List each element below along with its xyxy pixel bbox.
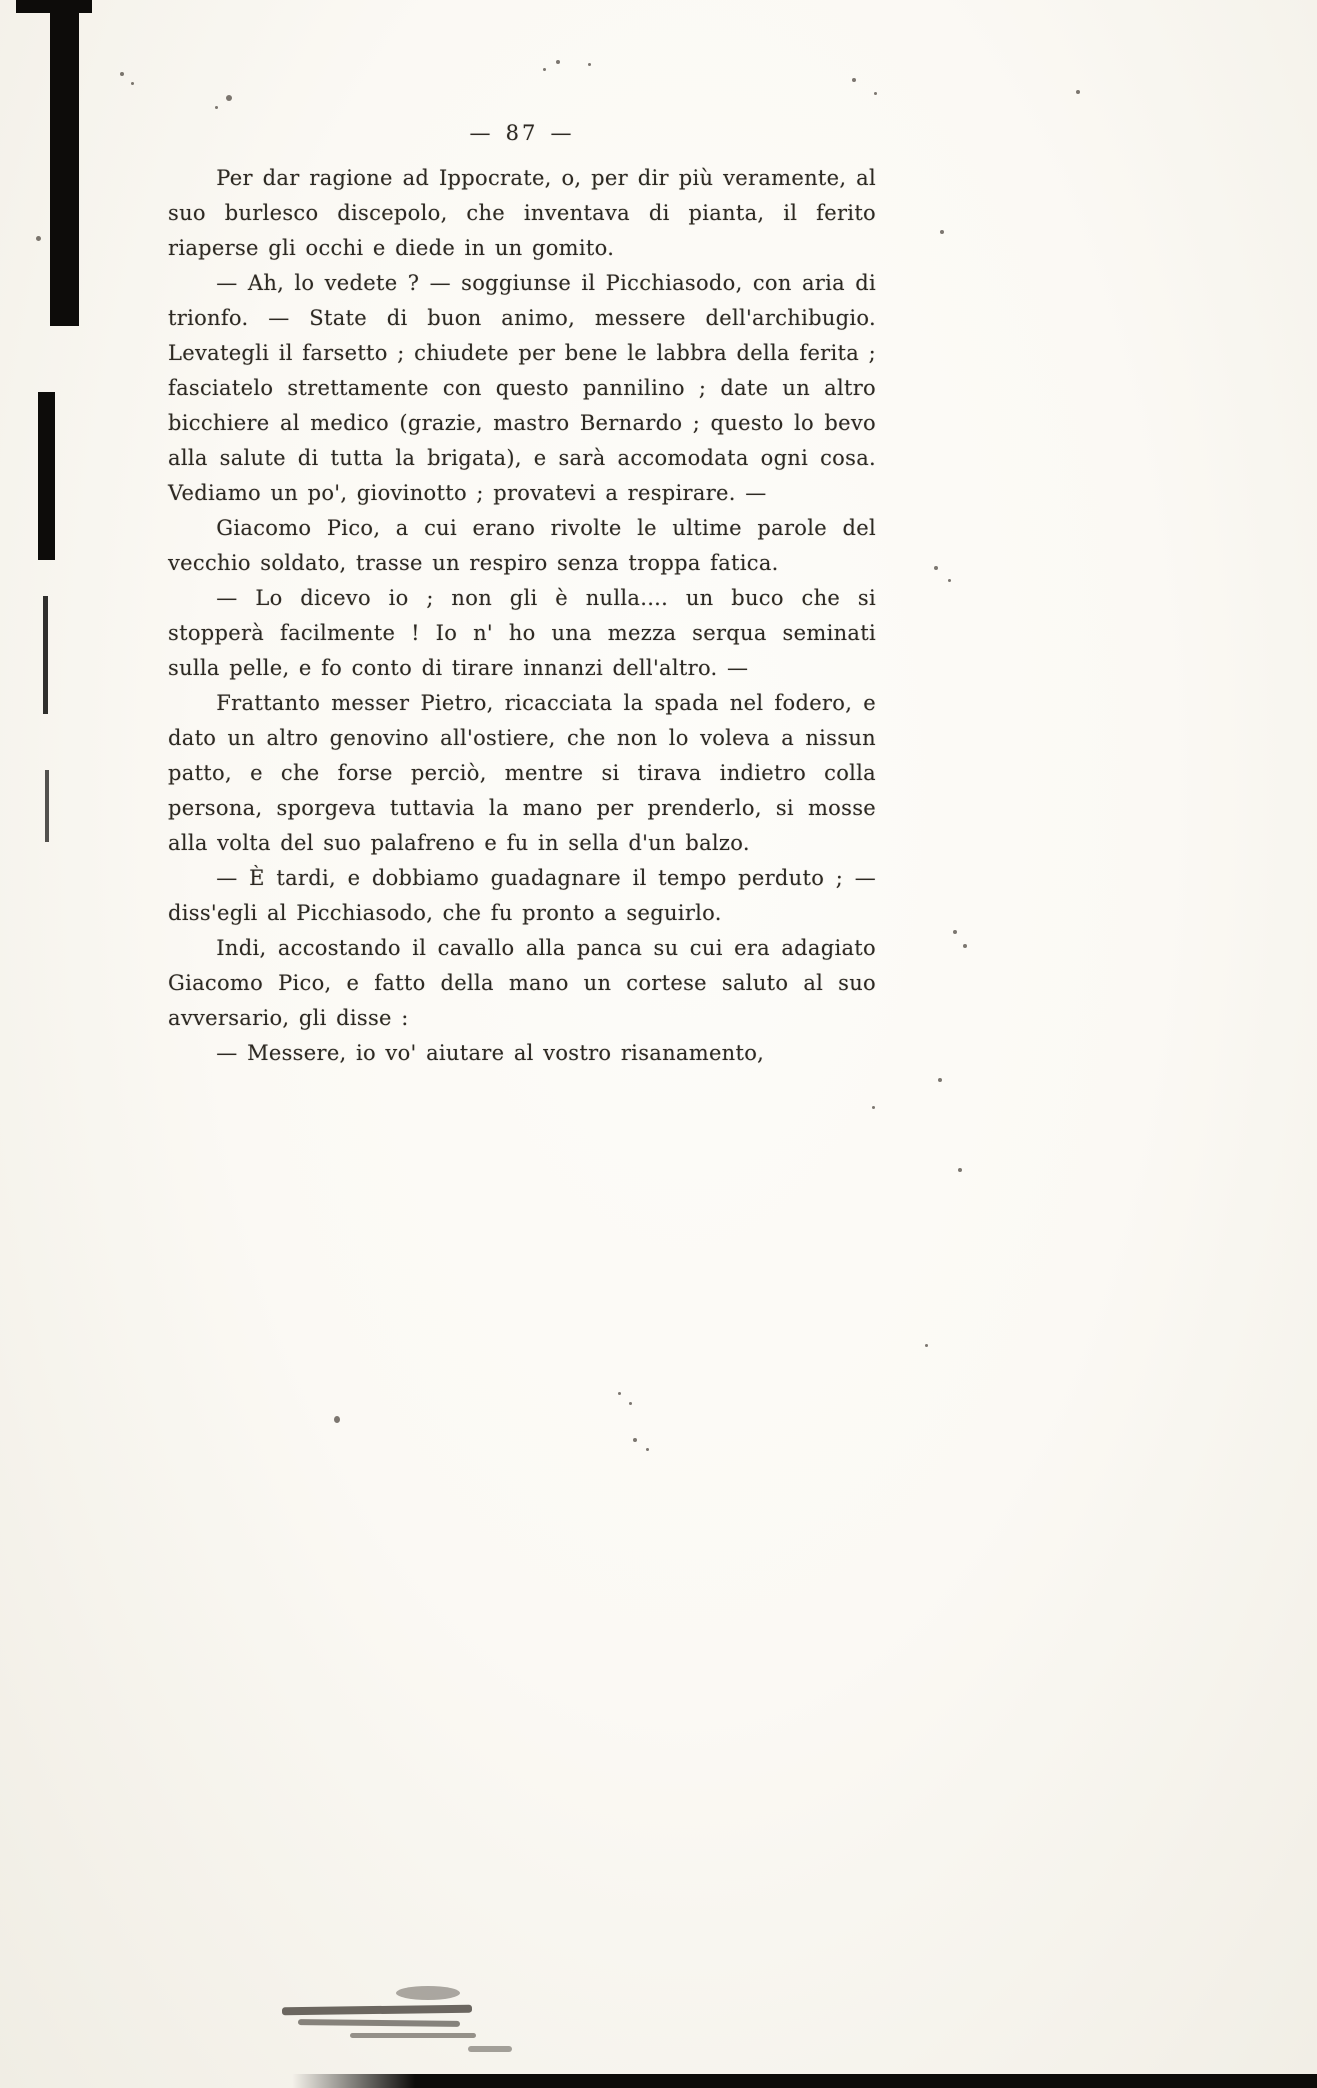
scan-speckle [334, 1416, 340, 1423]
paragraph: — Ah, lo vedete ? — soggiunse il Picchiasodo, con aria di trionfo. — State di buon animo, messere dell'archibugio. Levategli il farsetto ; chiudete per bene le labbra della ferita ; fasciatelo strettamente con questo pannilino ; date un altro bicchiere al medico (grazie, mastro Bernardo ; questo lo bevo alla salute di tutta la brigata), e sarà accomodata ogni cosa. Vediamo un po', giovinotto ; provatevi a respirare. — [168, 271, 876, 505]
scan-speckle [215, 106, 218, 109]
scan-speckle [934, 566, 938, 570]
page-number: — 87 — [469, 121, 575, 145]
scan-speckle [963, 944, 967, 948]
scan-speckle [646, 1448, 649, 1451]
paragraph: Giacomo Pico, a cui erano rivolte le ultime parole del vecchio soldato, trasse un respiro senza troppa fatica. [168, 516, 876, 575]
scan-speckle [556, 60, 560, 64]
scan-smudge-stroke [468, 2046, 512, 2052]
paragraph: Frattanto messer Pietro, ricacciata la spada nel fodero, e dato un altro genovino all'ostiere, che non lo voleva a nissun patto, e che forse perciò, mentre si tirava indietro colla persona, sporgeva tuttavia la mano per prenderlo, si mosse alla volta del suo palafreno e fu in sella d'un balzo. [168, 691, 876, 855]
scan-speckle [226, 95, 232, 101]
scan-speckle [1076, 90, 1080, 94]
scan-speckle [953, 930, 957, 934]
scan-speckle [120, 72, 124, 76]
scan-speckle [629, 1402, 632, 1405]
scan-speckle [543, 68, 546, 71]
scan-speckle [872, 1106, 875, 1109]
scan-speckle [36, 236, 41, 241]
scan-speckle [633, 1438, 637, 1442]
scan-speckle [940, 230, 944, 234]
scan-speckle [874, 92, 877, 95]
scan-artifact-binding-bar-2 [38, 392, 55, 560]
scan-speckle [958, 1168, 962, 1172]
page-text-block [168, 116, 876, 1071]
scan-artifact-bottom-band [292, 2074, 1317, 2088]
paragraph: — È tardi, e dobbiamo guadagnare il tempo perduto ; — diss'egli al Picchiasodo, che fu pronto a seguirlo. [168, 866, 876, 925]
scan-artifact-binding-bar [50, 0, 79, 326]
paragraph: — Messere, io vo' aiutare al vostro risanamento, [216, 1041, 765, 1065]
scan-artifact-thin-line [43, 596, 48, 714]
paragraph: Per dar ragione ad Ippocrate, o, per dir più veramente, al suo burlesco discepolo, che inventava di pianta, il ferito riaperse gli occhi e diede in un gomito. [168, 166, 876, 260]
paragraph: Indi, accostando il cavallo alla panca su cui era adagiato Giacomo Pico, e fatto della mano un cortese saluto al suo avversario, gli disse : [168, 936, 876, 1030]
scan-speckle [618, 1392, 621, 1395]
scan-speckle [588, 63, 591, 66]
scan-speckle [925, 1344, 928, 1347]
scan-smudge-stroke [298, 2019, 460, 2027]
scan-smudge-stroke [282, 2005, 472, 2016]
scan-artifact-thin-line-2 [45, 770, 49, 842]
scan-speckle [948, 579, 951, 582]
scan-speckle [131, 82, 134, 85]
paragraph: — Lo dicevo io ; non gli è nulla.... un buco che si stopperà facilmente ! Io n' ho una mezza serqua seminati sulla pelle, e fo conto di tirare innanzi dell'altro. — [168, 586, 876, 680]
scan-smudge-stroke [350, 2033, 476, 2038]
scan-speckle [938, 1078, 942, 1082]
scan-smudge-blob [396, 1986, 460, 2000]
scan-speckle [852, 78, 856, 82]
